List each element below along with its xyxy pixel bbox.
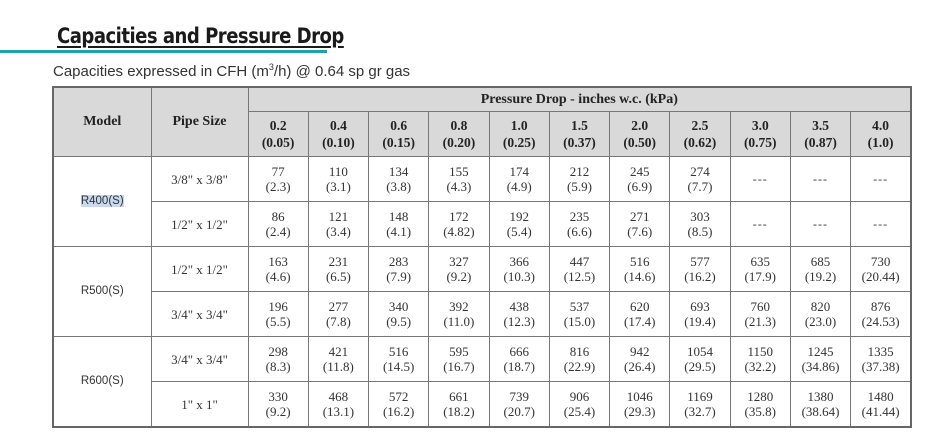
capacity-cfh: 277 — [328, 299, 349, 314]
capacity-cfh: 1046 — [626, 389, 653, 404]
capacity-m3h: (7.7) — [687, 179, 713, 194]
capacity-cfh: 274 — [690, 164, 710, 179]
capacity-cell — [670, 382, 730, 428]
capacity-cfh: 685 — [810, 254, 831, 269]
capacity-m3h: (21.3) — [744, 314, 776, 329]
capacity-cell — [790, 202, 850, 247]
capacity-cfh: 438 — [509, 299, 529, 314]
capacity-cfh: 1480 — [867, 389, 894, 404]
capacity-m3h: (13.1) — [322, 404, 355, 419]
capacity-cell — [369, 337, 429, 382]
capacity-cfh: 327 — [449, 254, 469, 269]
capacity-cell — [369, 247, 429, 292]
capacity-m3h: (3.8) — [386, 179, 412, 194]
table-row — [53, 157, 911, 202]
table-row — [53, 247, 911, 292]
capacity-cell — [610, 382, 670, 428]
column-header-kpa: (0.15) — [382, 135, 415, 150]
capacity-cfh: 816 — [569, 344, 590, 359]
pressure-drop-column-header — [369, 112, 429, 157]
capacity-m3h: (14.5) — [382, 359, 415, 374]
capacity-m3h: (14.6) — [624, 269, 656, 284]
capacity-m3h: (18.7) — [503, 359, 535, 374]
capacity-m3h: (34.86) — [801, 359, 840, 374]
capacity-cell — [369, 292, 429, 337]
capacity-cfh: 271 — [629, 209, 650, 224]
capacity-cfh: 330 — [268, 389, 288, 404]
subtitle-superscript: 3 — [268, 62, 274, 72]
capacity-m3h: (26.4) — [624, 359, 656, 374]
capacity-m3h: (29.5) — [684, 359, 716, 374]
capacity-cell — [851, 337, 911, 382]
capacity-table — [52, 86, 912, 428]
capacity-m3h: (11.8) — [322, 359, 354, 374]
pressure-drop-column-header — [851, 112, 911, 157]
capacity-cfh: 661 — [449, 389, 469, 404]
capacity-cell — [790, 292, 850, 337]
capacity-cell — [730, 292, 790, 337]
capacity-cfh: 572 — [388, 389, 409, 404]
model-cell — [53, 247, 151, 337]
column-header-kpa: (0.75) — [743, 135, 777, 150]
capacity-m3h: (29.3) — [624, 404, 656, 419]
capacity-cfh: 942 — [629, 344, 650, 359]
capacity-cfh: 1335 — [867, 344, 894, 359]
capacity-m3h: (11.0) — [443, 314, 475, 329]
pressure-drop-column-header — [308, 112, 368, 157]
pressure-drop-column-header — [730, 112, 790, 157]
capacity-cell — [610, 157, 670, 202]
capacity-m3h: (4.9) — [506, 179, 532, 194]
pipe-size-column-header: Pipe Size — [151, 87, 248, 157]
capacity-cell — [610, 202, 670, 247]
capacity-cell — [851, 202, 911, 247]
capacity-cell — [610, 247, 670, 292]
capacity-m3h: (38.64) — [801, 404, 840, 419]
capacity-m3h: (4.82) — [443, 224, 475, 239]
column-header-kpa: (0.25) — [502, 135, 536, 150]
capacity-cfh: 235 — [569, 209, 590, 224]
capacity-cfh: 447 — [569, 254, 590, 269]
pressure-drop-column-header — [429, 112, 489, 157]
capacity-m3h: (12.5) — [563, 269, 596, 284]
capacity-cfh: 760 — [750, 299, 770, 314]
capacity-cell — [369, 202, 429, 247]
capacity-cfh: 421 — [328, 344, 349, 359]
capacity-cell — [670, 202, 730, 247]
capacity-cfh: 468 — [328, 389, 349, 404]
capacity-cfh: 192 — [509, 209, 529, 224]
subtitle-text-end: /h) @ 0.64 sp gr gas — [273, 63, 411, 80]
model-cell — [53, 337, 151, 428]
capacity-cell — [248, 247, 308, 292]
capacity-cfh: --- — [752, 216, 768, 231]
subtitle — [53, 62, 410, 80]
capacity-m3h: (7.6) — [627, 224, 653, 239]
capacity-m3h: (25.4) — [563, 404, 596, 419]
capacity-m3h: (9.2) — [446, 269, 472, 284]
capacity-m3h: (20.7) — [503, 404, 535, 419]
capacity-cfh: 1380 — [807, 389, 834, 404]
capacity-m3h: (4.3) — [446, 179, 472, 194]
capacity-cell — [670, 292, 730, 337]
capacity-cfh: 231 — [328, 254, 349, 269]
capacity-cell — [248, 157, 308, 202]
title-underline-rule — [0, 50, 327, 53]
capacity-m3h: (6.5) — [325, 269, 351, 284]
column-header-inches: 0.4 — [329, 118, 347, 133]
capacity-m3h: (4.6) — [265, 269, 291, 284]
capacity-cfh: 1280 — [747, 389, 774, 404]
table-row — [53, 382, 911, 428]
pipe-size-cell: 3/4" x 3/4" — [151, 337, 248, 382]
capacity-cell — [248, 382, 308, 428]
capacity-cell — [610, 292, 670, 337]
capacity-m3h: (32.2) — [744, 359, 776, 374]
capacity-m3h: (2.3) — [265, 179, 291, 194]
capacity-m3h: (22.9) — [563, 359, 596, 374]
capacity-m3h: (9.2) — [265, 404, 291, 419]
capacity-m3h: (10.3) — [503, 269, 535, 284]
capacity-m3h: (8.3) — [265, 359, 291, 374]
page-title: Capacities and Pressure Drop — [57, 24, 344, 48]
capacity-cell — [549, 382, 609, 428]
model-name: R600(S) — [80, 375, 124, 387]
capacity-cfh: --- — [813, 216, 829, 231]
capacity-cfh: 134 — [388, 164, 409, 179]
capacity-cell — [730, 382, 790, 428]
capacity-cell — [790, 382, 850, 428]
column-header-inches: 4.0 — [872, 118, 890, 133]
capacity-cfh: 820 — [810, 299, 831, 314]
capacity-cell — [489, 382, 549, 428]
table-row — [53, 202, 911, 247]
capacity-cfh: 1245 — [807, 344, 834, 359]
column-header-kpa: (0.37) — [563, 135, 596, 150]
capacity-cell — [489, 202, 549, 247]
capacity-m3h: (9.5) — [386, 314, 412, 329]
pressure-drop-column-header — [610, 112, 670, 157]
capacity-cell — [851, 247, 911, 292]
capacity-cell — [851, 157, 911, 202]
capacity-m3h: (8.5) — [687, 224, 713, 239]
capacity-cfh: 1054 — [686, 344, 713, 359]
capacity-cfh: 620 — [629, 299, 650, 314]
column-header-inches: 1.0 — [510, 118, 528, 133]
capacity-cfh: 212 — [569, 164, 590, 179]
capacity-m3h: (3.1) — [325, 179, 351, 194]
column-header-kpa: (0.50) — [623, 135, 657, 150]
capacity-cfh: 739 — [509, 389, 529, 404]
capacity-cell — [851, 382, 911, 428]
table-row — [53, 292, 911, 337]
capacity-cfh: 595 — [449, 344, 469, 359]
pressure-drop-group-header: Pressure Drop - inches w.c. (kPa) — [248, 87, 911, 112]
capacity-cfh: 303 — [690, 209, 710, 224]
capacity-cell — [730, 157, 790, 202]
capacity-cell — [308, 292, 368, 337]
capacity-m3h: (7.8) — [325, 314, 351, 329]
capacity-cell — [549, 247, 609, 292]
capacity-m3h: (37.38) — [861, 359, 900, 374]
capacity-cfh: 516 — [388, 344, 409, 359]
capacity-cell — [308, 157, 368, 202]
column-header-inches: 1.5 — [571, 118, 588, 133]
model-name: R500(S) — [80, 285, 124, 297]
capacity-cell — [549, 202, 609, 247]
column-header-inches: 3.5 — [812, 118, 829, 133]
capacity-cell — [610, 337, 670, 382]
column-header-inches: 0.2 — [269, 118, 287, 133]
capacity-cfh: 283 — [388, 254, 409, 269]
capacity-cell — [429, 247, 489, 292]
capacity-cell — [851, 292, 911, 337]
capacity-cell — [308, 337, 368, 382]
capacity-cfh: 121 — [328, 209, 349, 224]
capacity-m3h: (17.4) — [624, 314, 656, 329]
capacity-cell — [730, 247, 790, 292]
pipe-size-cell: 1/2" x 1/2" — [151, 202, 248, 247]
column-header-inches: 0.8 — [450, 118, 468, 133]
pressure-drop-column-header — [489, 112, 549, 157]
capacity-cfh: 693 — [690, 299, 710, 314]
capacity-m3h: (5.4) — [506, 224, 532, 239]
pipe-size-cell: 1" x 1" — [151, 382, 248, 428]
capacity-cfh: 155 — [449, 164, 469, 179]
capacity-cell — [549, 157, 609, 202]
capacity-cell — [790, 247, 850, 292]
column-header-kpa: (0.87) — [804, 135, 837, 150]
capacity-m3h: (2.4) — [265, 224, 291, 239]
table-row — [53, 337, 911, 382]
capacity-cfh: 537 — [569, 299, 590, 314]
capacity-cfh: 906 — [569, 389, 590, 404]
model-column-header: Model — [53, 87, 151, 157]
capacity-m3h: (5.5) — [265, 314, 291, 329]
capacity-m3h: (5.9) — [567, 179, 592, 194]
pipe-size-cell: 3/4" x 3/4" — [151, 292, 248, 337]
capacity-cfh: 174 — [509, 164, 529, 179]
capacity-cfh: 245 — [629, 164, 650, 179]
capacity-cfh: 172 — [449, 209, 469, 224]
capacity-cfh: 730 — [870, 254, 891, 269]
column-header-inches: 3.0 — [751, 118, 769, 133]
capacity-cfh: 366 — [509, 254, 529, 269]
model-name: R400(S) — [80, 195, 124, 207]
pipe-size-cell: 1/2" x 1/2" — [151, 247, 248, 292]
capacity-cell — [369, 157, 429, 202]
capacity-cell — [248, 337, 308, 382]
capacity-m3h: (41.44) — [861, 404, 900, 419]
capacity-cell — [489, 292, 549, 337]
capacity-cfh: 196 — [268, 299, 288, 314]
capacity-cfh: 666 — [509, 344, 529, 359]
capacity-cfh: 77 — [271, 164, 285, 179]
capacity-cell — [429, 337, 489, 382]
column-header-inches: 0.6 — [390, 118, 408, 133]
capacity-cfh: 392 — [449, 299, 469, 314]
capacity-m3h: (7.9) — [386, 269, 412, 284]
capacity-cell — [308, 382, 368, 428]
capacity-m3h: (18.2) — [443, 404, 475, 419]
capacity-cell — [248, 202, 308, 247]
capacity-cell — [429, 382, 489, 428]
column-header-kpa: (0.05) — [261, 135, 295, 150]
column-header-kpa: (0.10) — [322, 135, 355, 150]
capacity-cfh: 516 — [629, 254, 650, 269]
pressure-drop-column-header — [670, 112, 730, 157]
capacity-cfh: 1169 — [687, 389, 713, 404]
subtitle-text-start: Capacities expressed in CFH (m — [53, 63, 269, 80]
capacity-cfh: 86 — [271, 209, 285, 224]
capacity-cfh: 635 — [750, 254, 770, 269]
capacity-m3h: (15.0) — [563, 314, 596, 329]
capacity-m3h: (24.53) — [861, 314, 900, 329]
capacity-m3h: (16.2) — [382, 404, 415, 419]
capacity-cell — [489, 247, 549, 292]
capacity-cfh: --- — [873, 216, 889, 231]
capacity-m3h: (6.6) — [567, 224, 592, 239]
capacity-cell — [670, 157, 730, 202]
capacity-m3h: (6.9) — [627, 179, 653, 194]
capacity-cell — [369, 382, 429, 428]
capacity-cell — [248, 292, 308, 337]
column-header-inches: 2.0 — [631, 118, 649, 133]
pressure-drop-column-header — [248, 112, 308, 157]
capacity-cell — [429, 202, 489, 247]
capacity-m3h: (19.2) — [804, 269, 837, 284]
pressure-drop-column-header — [790, 112, 850, 157]
table-body — [53, 157, 911, 428]
capacity-cfh: 298 — [268, 344, 288, 359]
capacity-cell — [308, 202, 368, 247]
capacity-cfh: 876 — [870, 299, 891, 314]
capacity-cfh: 148 — [388, 209, 409, 224]
capacity-m3h: (4.1) — [386, 224, 412, 239]
capacity-cell — [549, 337, 609, 382]
capacity-cell — [549, 292, 609, 337]
capacity-m3h: (16.2) — [684, 269, 716, 284]
column-header-inches: 2.5 — [691, 118, 709, 133]
column-header-kpa: (1.0) — [867, 135, 894, 150]
capacity-cell — [790, 337, 850, 382]
capacity-cell — [308, 247, 368, 292]
model-cell — [53, 157, 151, 247]
capacity-m3h: (3.4) — [325, 224, 351, 239]
capacity-cfh: 340 — [388, 299, 409, 314]
capacity-m3h: (20.44) — [861, 269, 900, 284]
capacity-m3h: (32.7) — [684, 404, 716, 419]
pressure-drop-column-header — [549, 112, 609, 157]
capacity-cell — [670, 247, 730, 292]
capacity-cell — [730, 337, 790, 382]
capacity-cfh: 577 — [690, 254, 710, 269]
capacity-cfh: --- — [873, 171, 889, 186]
capacity-m3h: (16.7) — [443, 359, 475, 374]
capacity-cell — [489, 337, 549, 382]
capacity-m3h: (23.0) — [804, 314, 837, 329]
capacity-cell — [790, 157, 850, 202]
capacity-cell — [489, 157, 549, 202]
column-header-kpa: (0.20) — [442, 135, 476, 150]
capacity-cell — [670, 337, 730, 382]
capacity-cfh: --- — [752, 171, 768, 186]
capacity-cfh: --- — [813, 171, 829, 186]
capacity-m3h: (12.3) — [503, 314, 535, 329]
capacity-cfh: 163 — [268, 254, 288, 269]
capacity-m3h: (17.9) — [744, 269, 776, 284]
column-header-kpa: (0.62) — [683, 135, 717, 150]
capacity-cell — [429, 157, 489, 202]
pipe-size-cell: 3/8" x 3/8" — [151, 157, 248, 202]
capacity-m3h: (35.8) — [744, 404, 776, 419]
capacity-cell — [730, 202, 790, 247]
capacity-m3h: (19.4) — [684, 314, 716, 329]
capacity-cell — [429, 292, 489, 337]
capacity-cfh: 1150 — [747, 344, 774, 359]
capacity-cfh: 110 — [328, 164, 348, 179]
